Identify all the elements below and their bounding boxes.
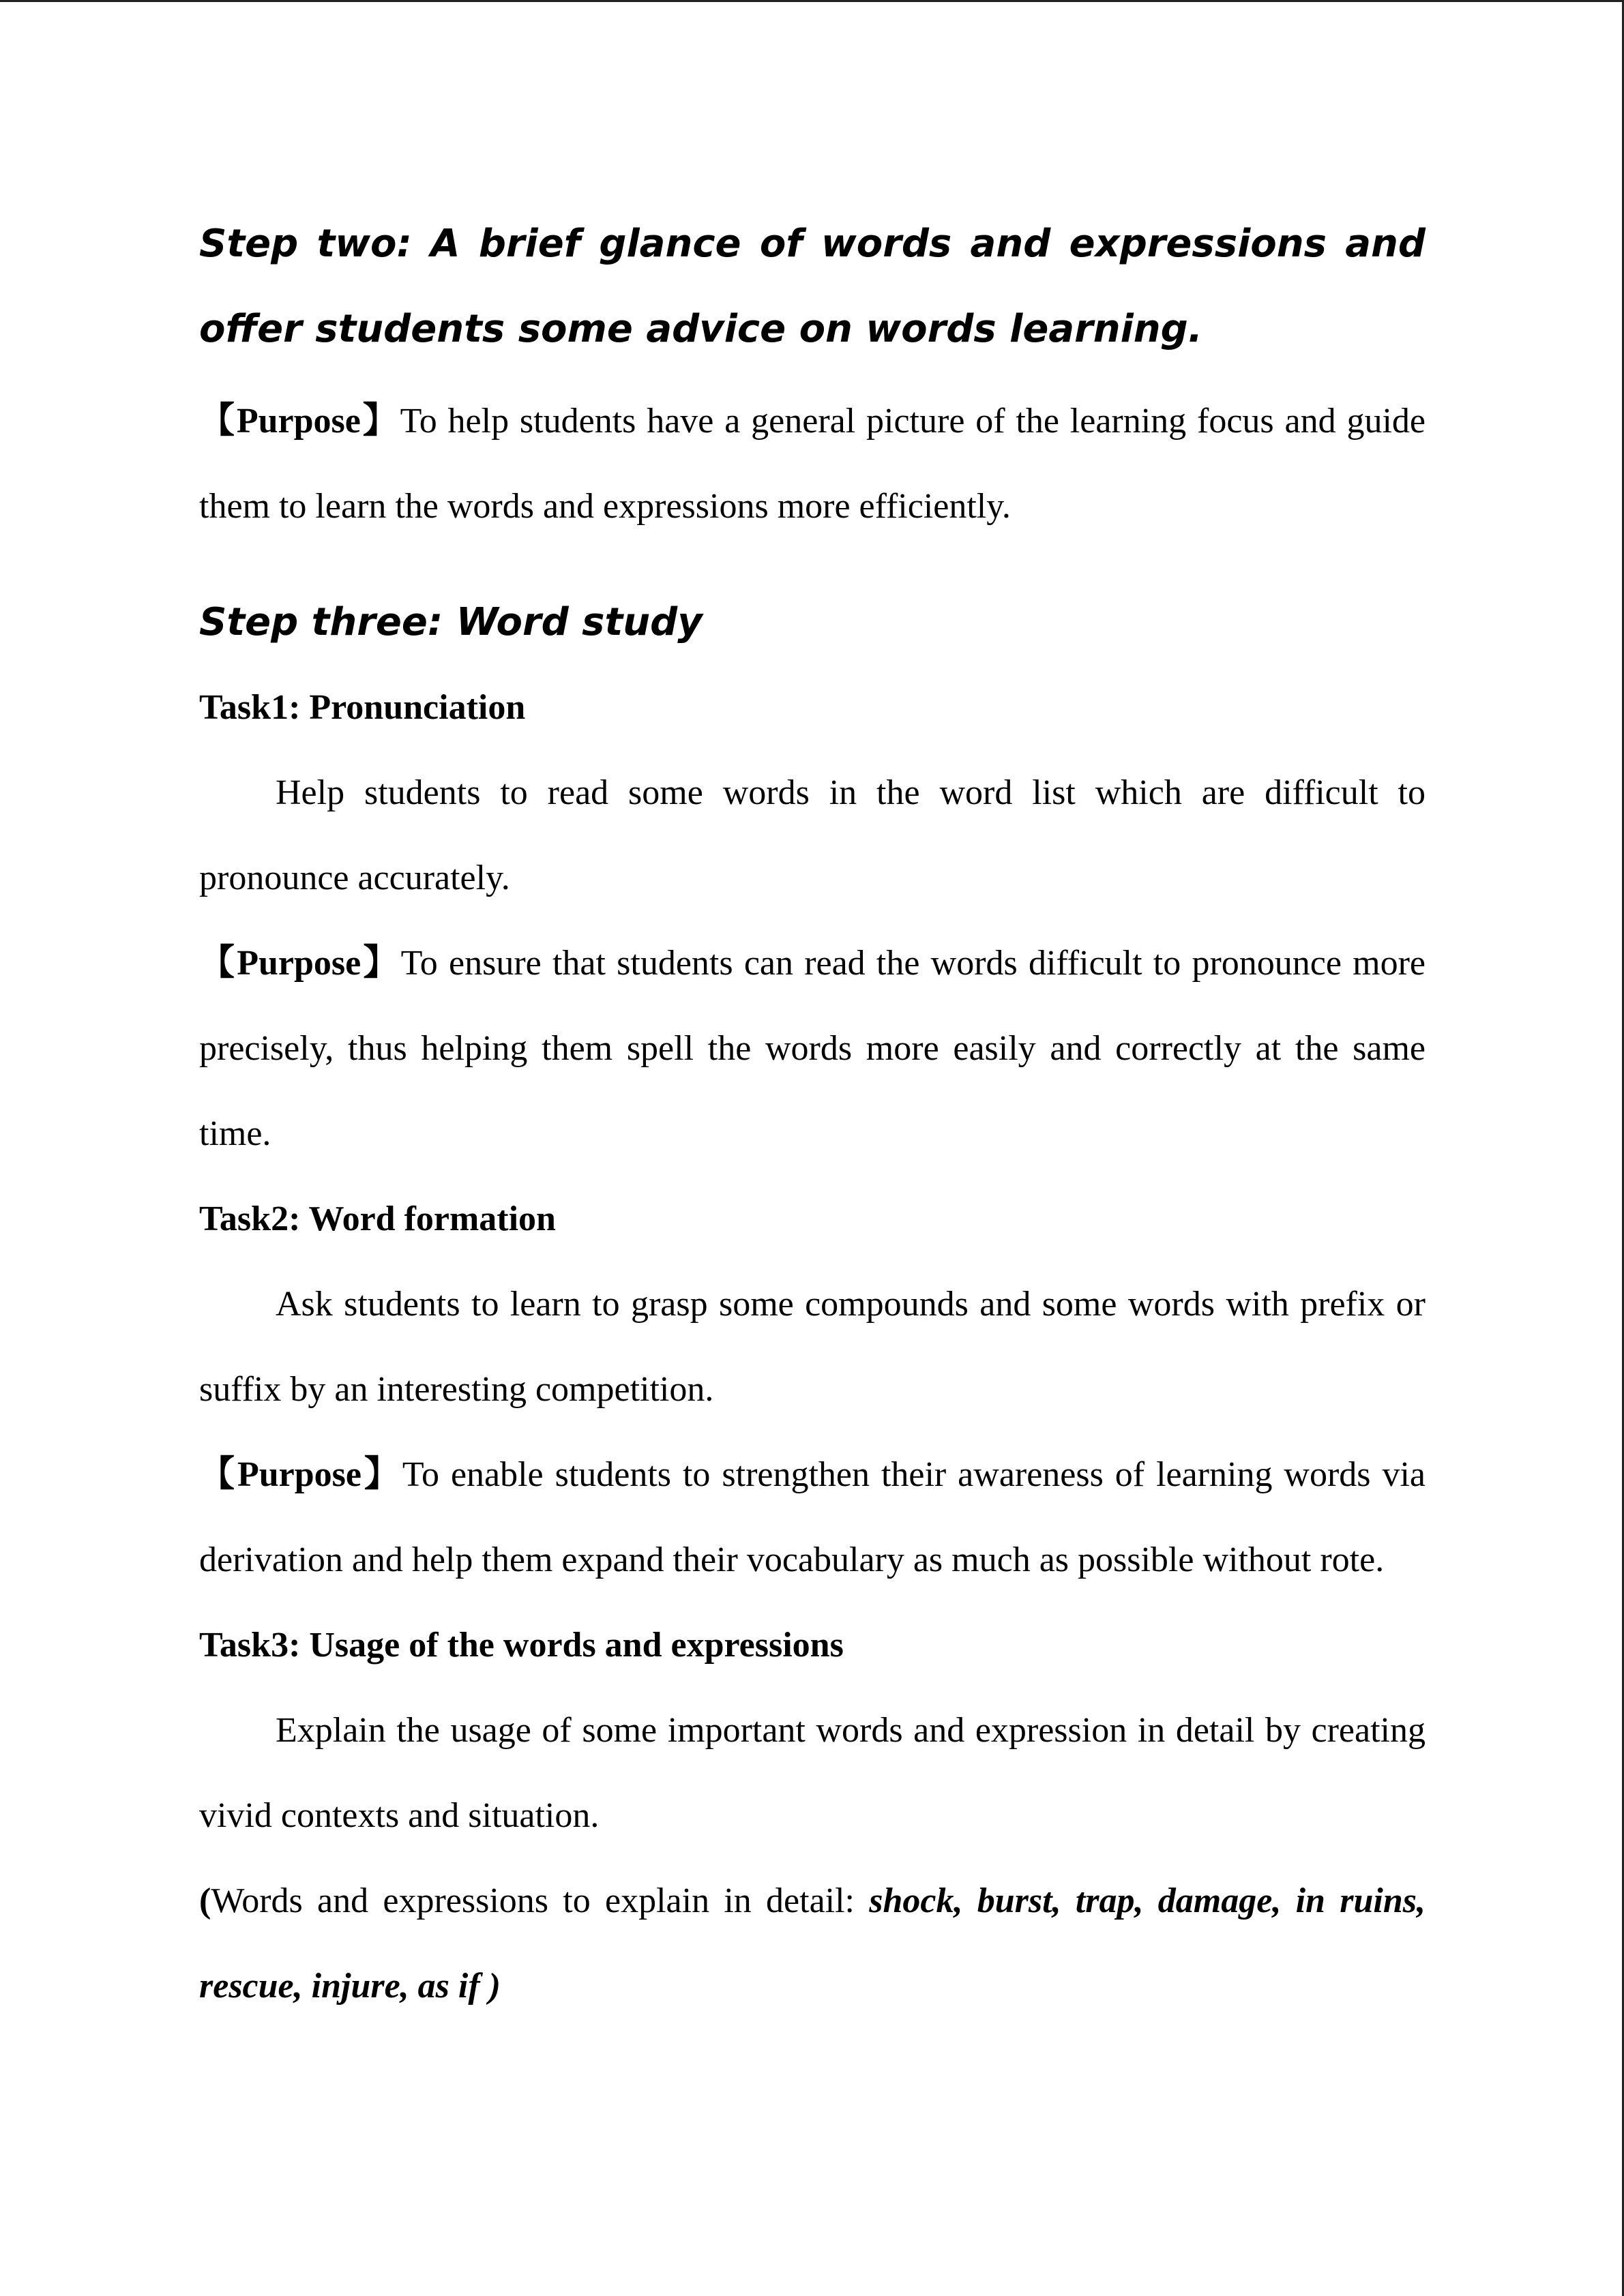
task2-purpose — [199, 1432, 1426, 1602]
task3-title: Task3: Usage of the words and expressions — [199, 1626, 844, 1665]
purpose-text: To enable students to strengthen their awareness of learning words via derivation and help them expand their vocabulary as much as possible without rote. — [199, 1455, 1426, 1579]
purpose-text: To ensure that students can read the words difficult to pronounce more precisely, thus helping them spell the words more easily and correctly at the same time. — [199, 944, 1426, 1153]
step-three-heading: Step three: Word study — [199, 600, 703, 644]
purpose-label: 【Purpose】 — [199, 944, 401, 983]
task1-purpose — [199, 921, 1426, 1176]
purpose-label: 【Purpose】 — [199, 1455, 402, 1494]
note-words: shock, burst, trap, damage, in ruins, rescue, injure, as if ) — [199, 1881, 1426, 2006]
note-open-paren: ( — [199, 1881, 211, 1920]
step-two-heading: Step two: A brief glance of words and expressions and offer students some advice on words learning. — [199, 222, 1426, 351]
step-two-purpose — [199, 378, 1426, 549]
document-body — [199, 201, 1426, 2029]
task2-body: Ask students to learn to grasp some compounds and some words with prefix or suffix by an interesting competition. — [199, 1285, 1426, 1409]
task1-body: Help students to read some words in the word list which are difficult to pronounce accurately. — [199, 773, 1426, 897]
task3-note — [199, 1858, 1426, 2029]
task3-body: Explain the usage of some important words and expression in detail by creating vivid contexts and situation. — [199, 1711, 1426, 1835]
task2-title: Task2: Word formation — [199, 1199, 556, 1238]
purpose-text: To help students have a general picture of the learning focus and guide them to learn the words and expressions more efficiently. — [199, 402, 1426, 526]
task1-title: Task1: Pronunciation — [199, 688, 526, 727]
purpose-label: 【Purpose】 — [199, 402, 400, 441]
note-text: Words and expressions to explain in detail: — [211, 1881, 870, 1920]
